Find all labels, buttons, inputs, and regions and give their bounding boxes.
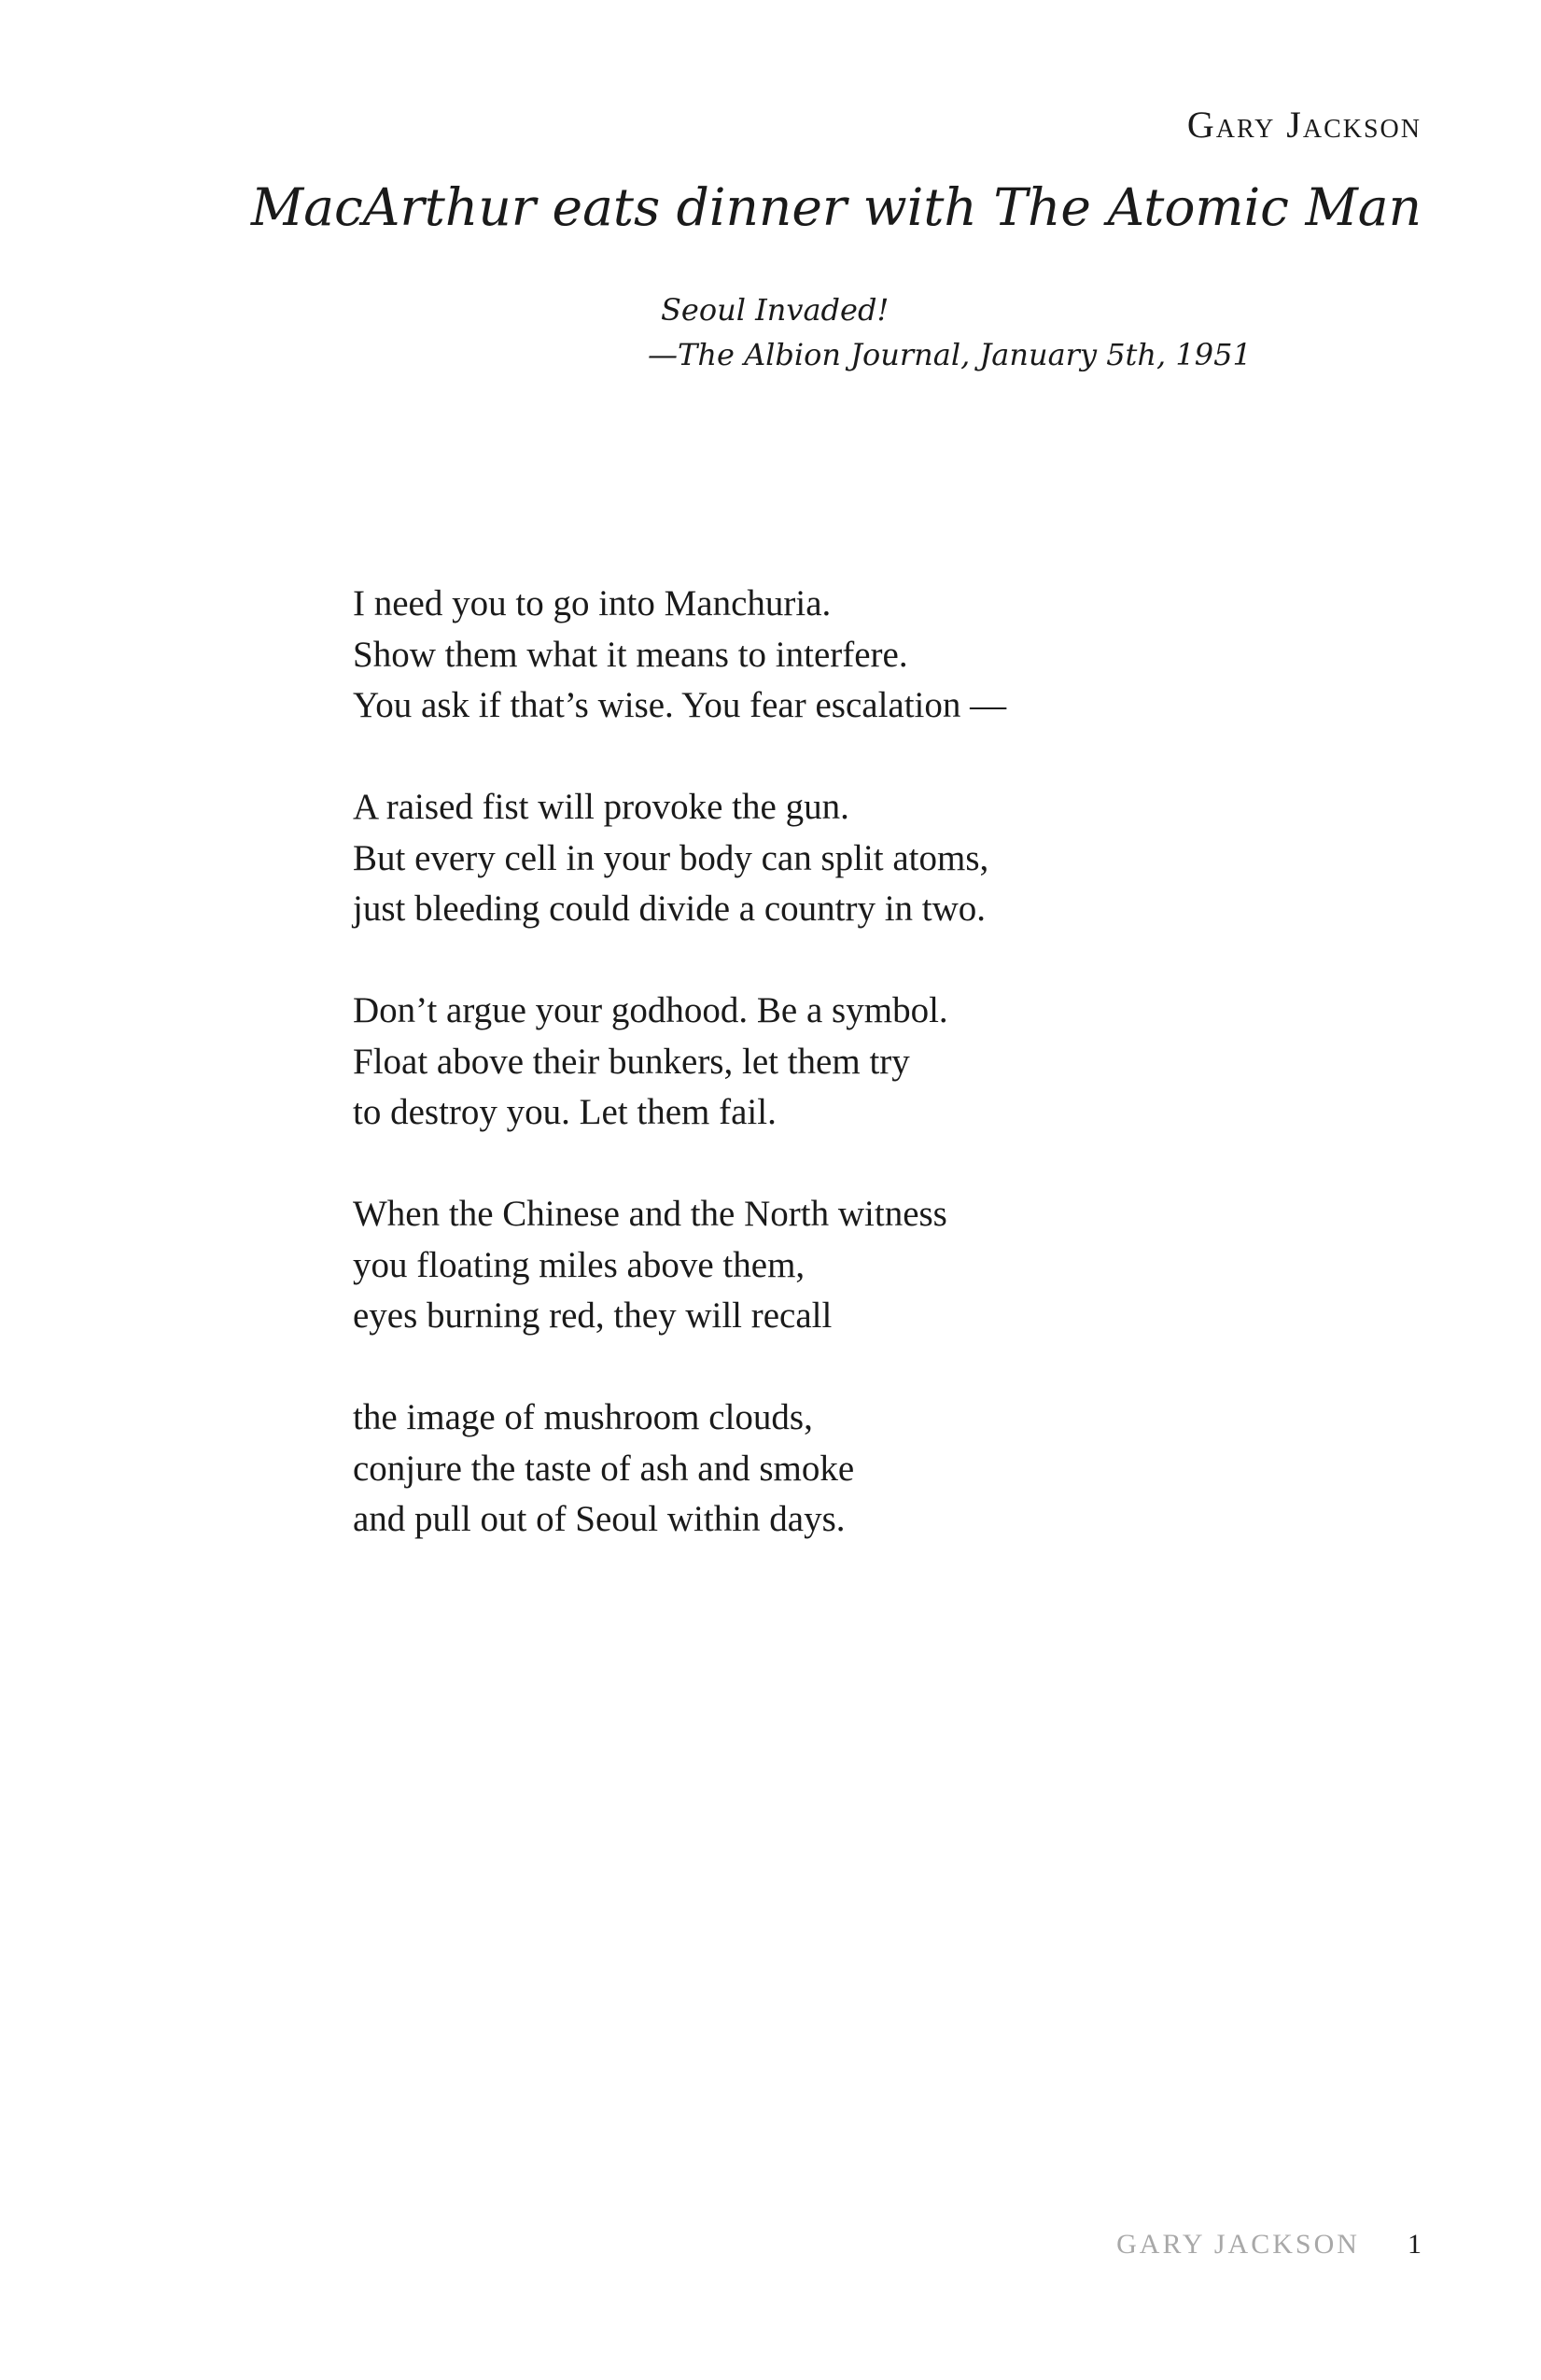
poem-line: When the Chinese and the North witness (353, 1194, 947, 1234)
poem-line: You ask if that’s wise. You fear escalation — (353, 685, 1007, 725)
epigraph-source: —The Albion Journal, January 5th, 1951 (648, 337, 1252, 372)
poem-title: MacArthur eats dinner with The Atomic Man (250, 177, 1422, 237)
poem-line: A raised fist will provoke the gun. (353, 787, 849, 827)
epigraph-headline: Seoul Invaded! (661, 292, 890, 328)
poem-line: But every cell in your body can split atoms, (353, 837, 989, 878)
poem-line: I need you to go into Manchuria. (353, 583, 832, 623)
poem-line: Don’t argue your godhood. Be a symbol. (353, 990, 948, 1030)
stanza (353, 1189, 1006, 1342)
stanza (353, 782, 1006, 935)
poem-line: you floating miles above them, (353, 1244, 806, 1285)
poem-line: the image of mushroom clouds, (353, 1397, 813, 1437)
poem-line: and pull out of Seoul within days. (353, 1499, 846, 1539)
page-footer (1116, 2229, 1422, 2261)
poem-body (353, 579, 1006, 1596)
poem-line: Show them what it means to interfere. (353, 634, 908, 675)
poem-line: conjure the taste of ash and smoke (353, 1448, 855, 1489)
stanza (353, 1393, 1006, 1546)
footer-author: GARY JACKSON (1116, 2229, 1360, 2260)
author-name: Gary Jackson (1186, 104, 1422, 146)
page-number: 1 (1408, 2229, 1422, 2260)
poem-line: Float above their bunkers, let them try (353, 1041, 910, 1082)
stanza (353, 579, 1006, 732)
poem-line: to destroy you. Let them fail. (353, 1092, 777, 1132)
poem-line: eyes burning red, they will recall (353, 1295, 833, 1336)
epigraph (644, 287, 1252, 377)
stanza (353, 986, 1006, 1139)
poem-line: just bleeding could divide a country in two. (353, 889, 987, 929)
